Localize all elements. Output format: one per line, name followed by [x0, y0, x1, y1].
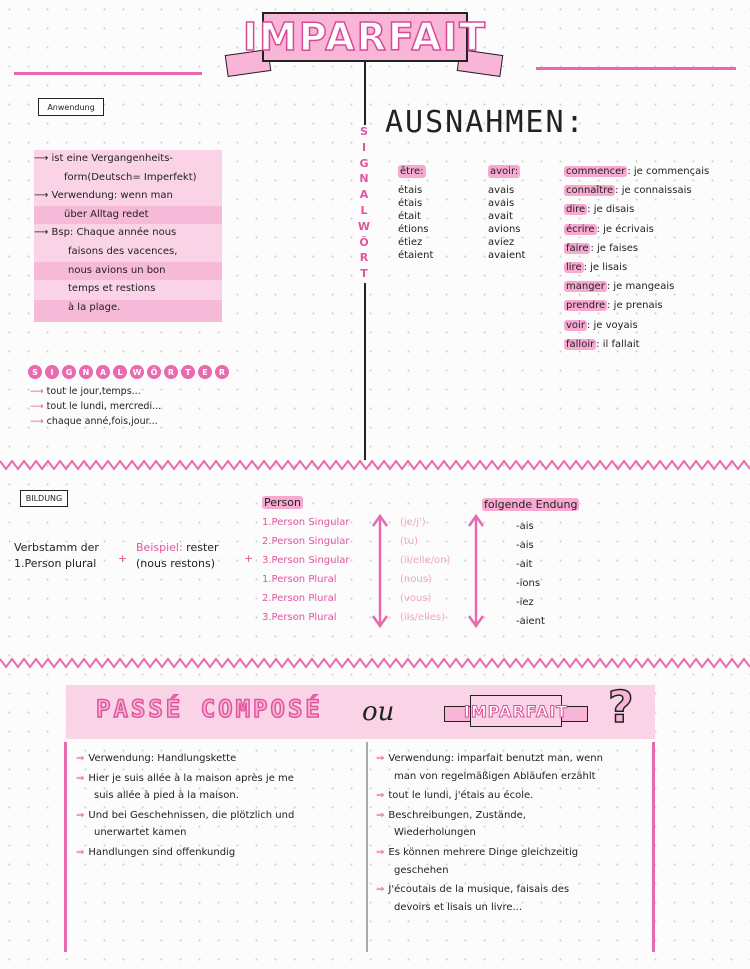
anwendung-line: temps et restions [68, 283, 156, 295]
bullet-text: devoirs et lisais un livre... [394, 901, 523, 913]
signalwoerter-title [28, 365, 229, 379]
endung-head [482, 498, 579, 511]
bullet-item [76, 844, 294, 862]
signal-title-letter: W [130, 365, 144, 379]
plus-sign-2: + [244, 552, 254, 565]
signal-title-letter: L [113, 365, 127, 379]
bullet-arrow-icon: ⇒ [76, 846, 85, 858]
right-column-bar [652, 742, 655, 952]
question-mark: ? [608, 682, 634, 733]
avoir-form: avais [488, 185, 515, 196]
bullet-text: geschehen [394, 864, 449, 876]
comparison-divider [366, 742, 368, 952]
bullet-line [76, 824, 294, 842]
vertical-letter: S [356, 125, 372, 141]
bullet-text: Wiederholungen [394, 827, 476, 839]
pronoun-item: (vous) [400, 593, 432, 604]
beispiel-label: Beispiel: [136, 541, 183, 554]
avoir-form: aviez [488, 237, 515, 248]
anwendung-tag [38, 98, 104, 116]
exception-verb: prendre [566, 300, 606, 312]
ending-item: -aient [516, 616, 545, 627]
signal-title-letter: N [79, 365, 93, 379]
bullet-line [76, 750, 294, 768]
exception-form: : il fallait [596, 338, 640, 350]
bullet-line [76, 787, 294, 805]
exception-verb: voir [566, 319, 585, 331]
exception-form: : je mangeais [606, 281, 675, 293]
bullet-line [76, 770, 294, 788]
left-column-bar [64, 742, 67, 952]
vertical-signalwort-label [356, 125, 372, 283]
bildung-tag-label: BILDUNG [25, 494, 63, 503]
bullet-arrow-icon: ⇒ [376, 809, 385, 821]
etre-head: être: [400, 166, 424, 177]
bullet-arrow-icon: ⇒ [76, 753, 85, 764]
double-arrow-left [370, 512, 390, 630]
vertical-letter: R [356, 251, 372, 267]
vertical-letter: G [356, 157, 372, 173]
etre-form: étaient [398, 250, 434, 261]
bullet-line [376, 807, 603, 825]
bullet-item [376, 807, 603, 842]
bullet-text: tout le lundi, j'étais au école. [388, 790, 534, 802]
exception-form: : je faises [590, 242, 639, 254]
passe-compose-bullets [76, 750, 294, 864]
etre-form: étais [398, 185, 423, 196]
exception-verb-row [564, 316, 709, 335]
imparfait-banner [463, 695, 569, 727]
exception-verb-row [564, 181, 709, 200]
bullet-line [76, 844, 294, 862]
exception-verb: dire [566, 204, 586, 216]
bildung-tag [20, 490, 68, 507]
zigzag-divider-bottom [0, 657, 750, 669]
ending-item: -ais [516, 540, 534, 551]
verbstamm-line1: Verbstamm der [14, 541, 99, 554]
bullet-text: suis allée à pied à la maison. [94, 790, 239, 802]
top-right-rule [536, 67, 736, 70]
bullet-text: man von regelmäßigen Abläufen erzählt [394, 770, 596, 782]
person-item: 3.Person Singular [262, 555, 350, 566]
bullet-arrow-icon: ⇒ [376, 790, 385, 802]
signal-title-letter: R [164, 365, 178, 379]
exception-verb: faire [566, 242, 589, 254]
person-head-label: Person [264, 496, 301, 509]
exception-verb-row [564, 335, 709, 354]
signal-title-letter: G [62, 365, 76, 379]
pronoun-item: (tu) [400, 536, 419, 547]
bullet-text: Handlungen sind offenkundig [88, 846, 236, 858]
bullet-line [376, 862, 603, 880]
ausnahmen-title: AUSNAHMEN: [385, 105, 586, 140]
double-arrow-right [466, 512, 486, 630]
avoir-column [488, 165, 525, 262]
person-list [262, 513, 350, 627]
exception-verb-row [564, 162, 709, 181]
person-item: 3.Person Plural [262, 612, 337, 623]
pronoun-item: (nous) [400, 574, 432, 585]
bullet-line [376, 899, 603, 917]
vertical-letter: W [356, 220, 372, 236]
exception-form: : je prenais [607, 300, 663, 312]
avoir-form: avais [488, 198, 515, 209]
exception-verb: connaître [566, 185, 614, 197]
vertical-letter: L [356, 204, 372, 220]
bullet-line [376, 750, 603, 768]
bullet-item [376, 787, 603, 805]
bullet-line [76, 807, 294, 825]
anwendung-line: über Alltag redet [64, 208, 149, 220]
exception-verb-row [564, 220, 709, 239]
exception-verb: écrire [566, 223, 595, 235]
anwendung-line: ⟶ Verwendung: wenn man [34, 190, 173, 202]
person-item: 2.Person Plural [262, 593, 337, 604]
bullet-text: Es können mehrere Dinge gleichzeitig [388, 846, 579, 858]
exception-verbs-list [564, 162, 709, 354]
bullet-text: Verwendung: Handlungskette [88, 753, 237, 764]
signal-title-letter: I [45, 365, 59, 379]
vertical-letter: Ö [356, 236, 372, 252]
anwendung-line: à la plage. [68, 301, 121, 313]
ending-item: -ions [516, 578, 541, 589]
avoir-form: avions [488, 224, 521, 235]
beispiel-text [136, 540, 219, 572]
vertical-letter: A [356, 188, 372, 204]
exception-verb-row [564, 239, 709, 258]
bullet-text: Verwendung: imparfait benutzt man, wenn [388, 753, 603, 764]
avoir-head: avoir: [490, 166, 519, 177]
signalwort-item: ⟶ tout le jour,temps... [30, 386, 141, 397]
pronoun-item: (il/elle/on) [400, 555, 451, 566]
anwendung-text [36, 150, 226, 317]
bullet-item [76, 750, 294, 768]
verbstamm-text [14, 540, 99, 572]
person-item: 1.Person Plural [262, 574, 337, 585]
pronoun-list [400, 513, 450, 627]
bullet-item [376, 844, 603, 879]
exception-verb-row [564, 277, 709, 296]
bullet-text: Beschreibungen, Zustände, [388, 809, 526, 821]
anwendung-line: nous avions un bon [68, 264, 166, 276]
endung-head-label: folgende Endung [484, 498, 578, 511]
imparfait-bullets [376, 750, 603, 918]
bullet-arrow-icon: ⇒ [76, 772, 85, 784]
bullet-arrow-icon: ⇒ [376, 884, 385, 896]
bullet-text: Und bei Geschehnissen, die plötzlich und [88, 809, 295, 821]
bullet-arrow-icon: ⇒ [76, 809, 85, 821]
beispiel-paren: (nous restons) [136, 557, 216, 570]
anwendung-line: faisons des vacences, [68, 245, 178, 257]
signal-title-letter: S [28, 365, 42, 379]
page-title: IMPARFAIT [242, 15, 488, 59]
person-item: 2.Person Singular [262, 536, 350, 547]
bullet-item [376, 881, 603, 916]
ou-word: ou [362, 697, 395, 727]
exception-form: : je connaissais [615, 185, 692, 197]
bullet-item [76, 807, 294, 842]
zigzag-divider-top [0, 459, 750, 471]
exception-verb: commencer [566, 166, 626, 177]
ending-item: -iez [516, 597, 534, 608]
exception-verb-row [564, 258, 709, 277]
avoir-form: avaient [488, 250, 526, 261]
pronoun-item: (ils/elles) [400, 612, 446, 623]
vertical-letter: N [356, 172, 372, 188]
etre-column [398, 165, 433, 262]
bullet-line [376, 824, 603, 842]
person-item: 1.Person Singular [262, 517, 350, 528]
bullet-arrow-icon: ⇒ [376, 753, 385, 764]
etre-form: était [398, 211, 421, 222]
exception-form: : je voyais [586, 319, 638, 331]
imparfait-banner-label: IMPARFAIT [463, 701, 569, 721]
exception-verb: manger [566, 281, 605, 293]
bullet-line [376, 768, 603, 786]
pronoun-item: (je/j') [400, 517, 426, 528]
top-left-rule [14, 72, 202, 75]
etre-form: étiez [398, 237, 423, 248]
exception-form: : je disais [587, 204, 635, 216]
signal-title-letter: R [215, 365, 229, 379]
exception-verb-row [564, 200, 709, 219]
signal-title-letter: T [181, 365, 195, 379]
verbstamm-line2: 1.Person plural [14, 557, 97, 570]
bullet-arrow-icon: ⇒ [376, 846, 385, 858]
person-head [262, 496, 303, 509]
exception-form: : je écrivais [596, 223, 654, 235]
bullet-line [376, 787, 603, 805]
bullet-item [376, 750, 603, 785]
signalwort-item: ⟶ chaque anné,fois,jour... [30, 416, 158, 427]
avoir-form: avait [488, 211, 513, 222]
bullet-text: Hier je suis allée à la maison après je me [88, 772, 294, 784]
bullet-text: unerwartet kamen [94, 827, 187, 839]
signal-title-letter: E [198, 365, 212, 379]
ending-item: -ait [516, 559, 533, 570]
anwendung-tag-label: Anwendung [47, 102, 95, 112]
passe-compose-title: PASSÉ COMPOSÉ [96, 695, 323, 723]
endings-list [516, 517, 545, 631]
bullet-line [376, 881, 603, 899]
ending-item: -ais [516, 521, 534, 532]
signal-title-letter: A [96, 365, 110, 379]
exception-verb-row [564, 296, 709, 315]
bullet-line [376, 844, 603, 862]
plus-sign-1: + [118, 552, 128, 565]
vertical-letter: T [356, 267, 372, 283]
etre-form: étais [398, 198, 423, 209]
signal-title-letter: Ö [147, 365, 161, 379]
anwendung-line: ⟶ Bsp: Chaque année nous [34, 227, 177, 239]
anwendung-line: ⟶ ist eine Vergangenheits- [34, 153, 174, 164]
anwendung-line: form(Deutsch= Imperfekt) [64, 171, 197, 183]
exception-form: : je commençais [627, 166, 710, 177]
exception-form: : je lisais [583, 261, 628, 273]
signalwort-item: ⟶ tout le lundi, mercredi... [30, 401, 162, 412]
bullet-item [76, 770, 294, 805]
title-banner [242, 12, 488, 62]
signalwoerter-list [30, 384, 161, 429]
vertical-letter: I [356, 141, 372, 157]
etre-form: étions [398, 224, 429, 235]
beispiel-value: rester [186, 541, 219, 554]
exception-verb: falloir [566, 338, 595, 350]
bullet-text: J'écoutais de la musique, faisais des [388, 884, 570, 896]
exception-verb: lire [566, 261, 582, 273]
